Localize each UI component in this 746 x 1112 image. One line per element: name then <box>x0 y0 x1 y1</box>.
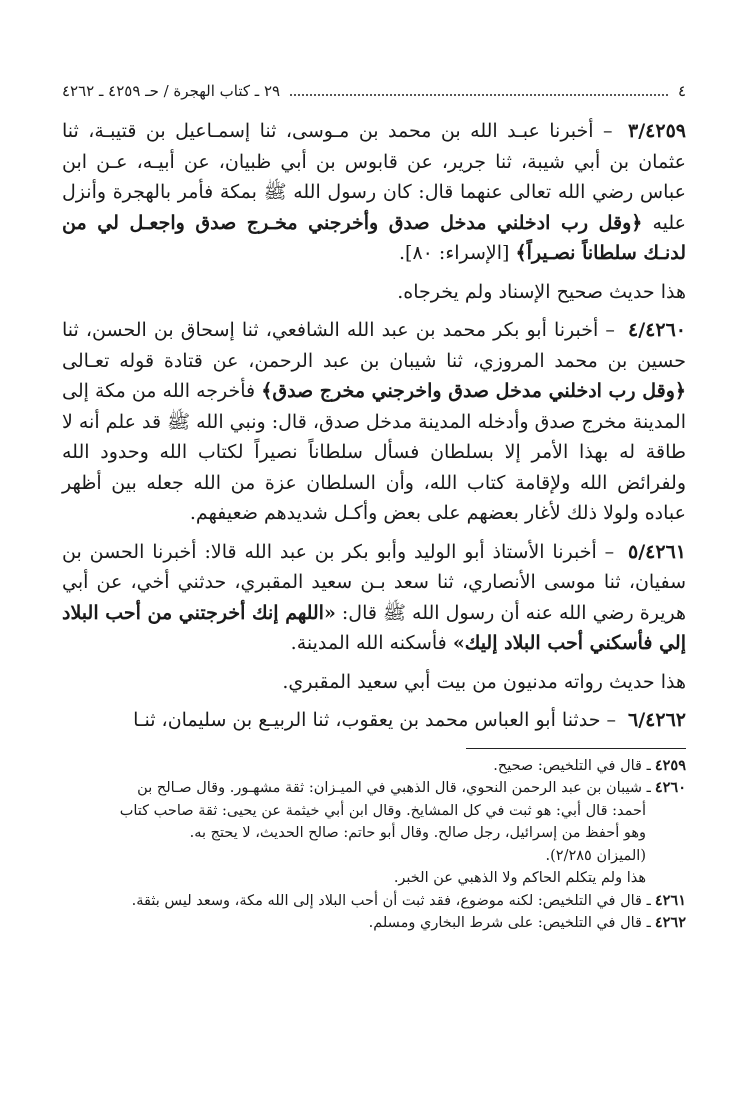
quran-verse: ﴿وقل رب ادخلني مدخل صدق واخرجني مخرج صدق﴾ <box>261 380 687 402</box>
footnote-text: وهو أحفظ من إسرائيل، رجل صالح. وقال أبو حاتم: صالح الحديث، لا يحتج به. <box>189 825 646 841</box>
hadith-text: – أخبرنا أبو بكر محمد بن عبد الله الشافعي، ثنا إسحاق بن الحسن، ثنا حسين بن محمد المروزي، ثنا شيبان بن عبد الرحمن، عن قتادة قوله تعـالى <box>62 319 686 372</box>
grading-paragraph <box>62 277 686 308</box>
footnote <box>62 912 686 935</box>
footnote <box>62 755 686 778</box>
footnote-text: أحمد: قال أبي: هو ثبت في كل المشايخ. وقال ابن أبي خيثمة عن يحيى: ثقة صاحب كتاب <box>119 802 646 819</box>
hadith-number: ٣/٤٢٥٩ <box>628 120 686 142</box>
footnote-text: هذا ولم يتكلم الحاكم ولا الذهبي عن الخبر. <box>393 870 646 886</box>
footnote-text: ـ شيبان بن عبد الرحمن النحوي، قال الذهبي في الميـزان: ثقة مشهـور. وقال صـالح بن <box>137 780 651 796</box>
book-page <box>62 78 686 935</box>
quran-verse: ﴿وقل رب ادخلني مدخل صدق وأخرجني مخـرج صدق واجعـل لي من لدنـك سلطاناً نصـيراً﴾ <box>62 211 686 264</box>
grading-text: هذا حديث صحيح الإسناد ولم يخرجاه. <box>397 280 686 303</box>
grading-paragraph <box>62 667 686 698</box>
page-number: ٤ <box>677 82 686 100</box>
hadith-text: – أخبرنا عبـد الله بن محمد بن مـوسى، ثنا إسمـاعيل بن قتيبـة، ثنا عثمان بن أبي شيبة، ثنا جرير، عن قابوس بن أبي ظبيان، عن أبيـه، عـن ابن عباس رضي الله تعالى عنهما قال: كان رسول الله ﷺ بمكة فأمر بالهجرة وأنزل عليه <box>62 120 687 234</box>
hadith-number: ٦/٤٢٦٢ <box>628 709 686 731</box>
footnote-text: (الميزان ٢/٢٨٥). <box>545 847 646 864</box>
hadith-number: ٥/٤٢٦١ <box>628 540 686 563</box>
footnote <box>62 890 686 913</box>
hadith-text: – أخبرنا الأستاذ أبو الوليد وأبو بكر بن عبد الله قالا: أخبرنا الحسن بن سفيان، ثنا موسى الأنصاري، ثنا سعد بـن سعيد المقبري، حدثني أخي، عن أبي هريرة رضي الله عنه أن رسول الله ﷺ قال: <box>62 540 687 624</box>
footnote-number: ٤٢٥٩ <box>654 756 686 774</box>
footnote-continuation <box>62 867 686 890</box>
footnote-text: ـ قال في التلخيص: صحيح. <box>493 757 651 774</box>
running-title: ٢٩ ـ كتاب الهجرة / حـ ٤٢٥٩ ـ ٤٢٦٢ <box>62 82 281 100</box>
footnote-divider <box>466 748 686 749</box>
hadith-text: – حدثنا أبو العباس محمد بن يعقوب، ثنا الربيـع بن سليمان، ثنـا <box>133 709 616 731</box>
hadith-paragraph <box>62 537 686 659</box>
page-header <box>62 78 686 104</box>
hadith-tail: فأسكنه الله المدينة. <box>290 632 447 654</box>
hadith-paragraph <box>62 705 686 736</box>
hadith-paragraph <box>62 315 686 529</box>
footnote-continuation <box>62 845 686 868</box>
footnote-number: ٤٢٦٠ <box>654 779 686 796</box>
hadith-tail: [الإسراء: ٨٠]. <box>399 242 510 264</box>
footnotes <box>62 755 686 935</box>
footnote-continuation <box>62 800 686 823</box>
header-leader-dots <box>290 80 668 96</box>
footnote-continuation <box>62 822 686 845</box>
hadith-paragraph <box>62 116 686 269</box>
grading-text: هذا حديث رواته مدنيون من بيت أبي سعيد المقبري. <box>282 670 686 693</box>
prophetic-quote: «اللهم إنك أخرجتني من أحب البلاد إلي فأسكني أحب البلاد إليك» <box>62 601 686 654</box>
hadith-number: ٤/٤٢٦٠ <box>628 319 686 341</box>
footnote <box>62 777 686 800</box>
main-text <box>62 116 686 736</box>
hadith-tail: فأخرجه الله من مكة إلى المدينة مخرج صدق وأدخله المدينة مدخل صدق، قال: ونبي الله ﷺ قد علم أنه لا طاقة له بهذا الأمر إلا بسلطان فسأل سلطاناً نصيراً لكتاب الله وحدود الله ولفرائض الله ولإقامة كتاب الله، وأن السلطان عزة من الله جعله بين أظهر عباده ولولا ذلك لأغار بعضهم على بعض وأكـل شديدهم ضعيفهم. <box>62 380 686 524</box>
footnote-text: ـ قال في التلخيص: على شرط البخاري ومسلم. <box>368 915 651 931</box>
footnote-number: ٤٢٦١ <box>654 891 686 909</box>
footnote-text: ـ قال في التلخيص: لكنه موضوع، فقد ثبت أن أحب البلاد إلى الله مكة، وسعد ليس بثقة. <box>131 892 651 909</box>
footnote-number: ٤٢٦٢ <box>654 914 686 931</box>
